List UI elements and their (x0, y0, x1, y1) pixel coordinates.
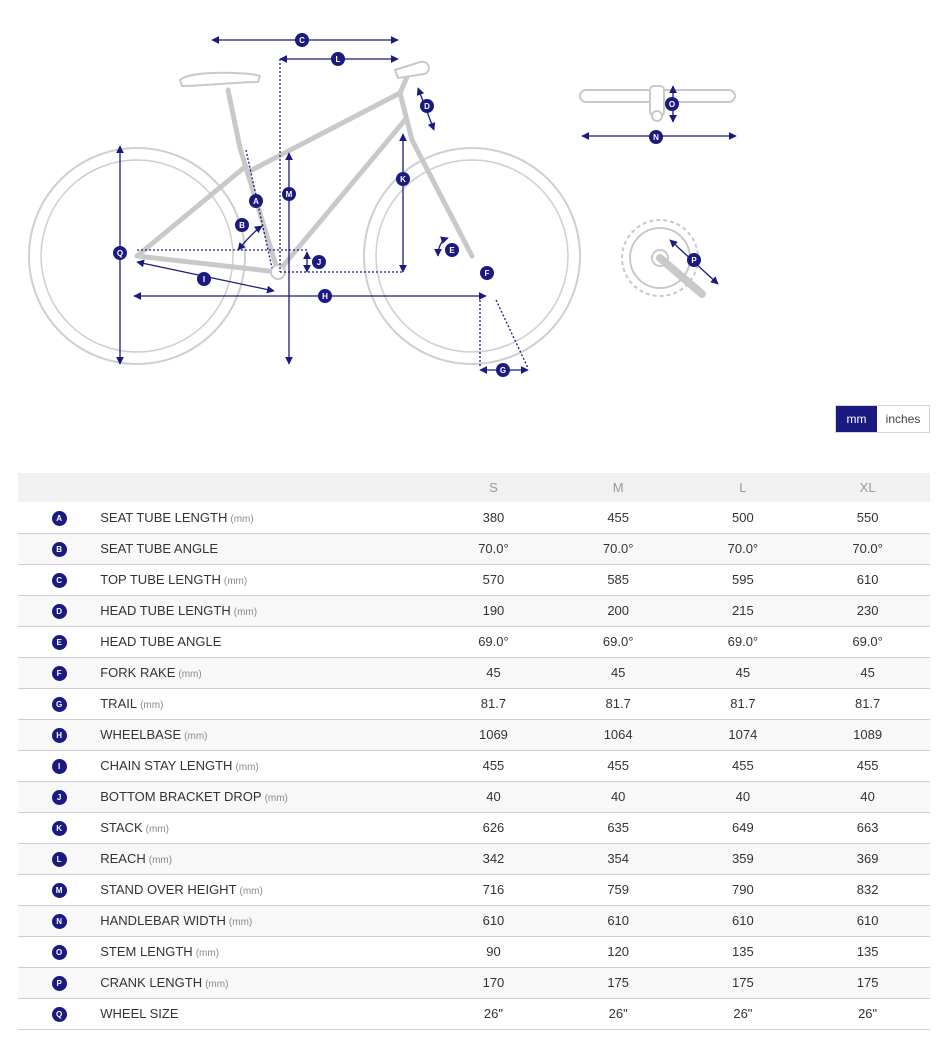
dimension-letter-badge: E (52, 635, 67, 650)
dimension-letter-badge: M (52, 883, 67, 898)
table-row (18, 874, 930, 905)
dim-badge-c (295, 33, 309, 47)
bike-geometry-diagram (0, 0, 948, 400)
svg-text:N: N (653, 133, 659, 142)
measurement-name-cell (100, 967, 431, 998)
size-value-cell: 170 (482, 975, 505, 990)
measurement-name: CHAIN STAY LENGTH (100, 758, 233, 773)
dim-badge-h (318, 289, 332, 303)
size-value-cell: 550 (856, 509, 879, 525)
measurement-name-cell (100, 502, 431, 533)
svg-text:E: E (449, 246, 455, 255)
row-letter-cell (18, 905, 100, 936)
measurement-name: SEAT TUBE ANGLE (100, 541, 219, 556)
size-value-cell: 26" (608, 1006, 628, 1021)
size-value-cell: 716 (482, 882, 505, 897)
measurement-name: HEAD TUBE LENGTH (100, 603, 231, 618)
svg-text:D: D (424, 102, 430, 111)
size-header-m: M (612, 480, 624, 495)
measurement-name: STACK (100, 820, 143, 835)
dim-badge-g (496, 363, 510, 377)
size-value-cell: 1069 (478, 727, 508, 742)
unit-inches-button[interactable]: inches (877, 406, 929, 432)
svg-text:G: G (499, 366, 507, 375)
row-letter-cell (18, 502, 100, 533)
size-value-cell: 610 (482, 913, 505, 928)
measurement-unit: (mm) (195, 948, 220, 959)
size-header-s: S (489, 480, 498, 495)
measurement-unit: (mm) (184, 731, 208, 742)
dim-badge-f (480, 266, 494, 280)
dimension-letter-badge: G (52, 697, 67, 712)
table-row (18, 564, 930, 595)
size-value-cell: 40 (610, 789, 626, 804)
table-row (18, 533, 930, 564)
table-row (18, 626, 930, 657)
measurement-name: HANDLEBAR WIDTH (100, 913, 226, 928)
size-value-cell: 626 (482, 820, 505, 835)
measurement-unit: (mm) (178, 669, 202, 680)
dim-badge-p (687, 253, 701, 267)
dimension-letter-badge: A (52, 511, 67, 526)
table-row (18, 719, 930, 750)
size-value-cell: 40 (735, 789, 751, 804)
size-value-cell: 190 (482, 603, 505, 618)
svg-text:L: L (335, 55, 341, 64)
dimension-letter-badge: L (52, 852, 67, 867)
size-value-cell: 610 (607, 913, 630, 928)
measurement-name: CRANK LENGTH (100, 975, 203, 990)
measurement-unit: (mm) (140, 700, 164, 711)
size-value-cell: 45 (860, 665, 875, 680)
size-value-cell: 70.0° (727, 541, 759, 556)
measurement-unit: (mm) (239, 886, 263, 897)
size-value-cell: 70.0° (478, 541, 509, 556)
table-row (18, 595, 930, 626)
table-row (18, 905, 930, 936)
row-letter-cell (18, 564, 100, 595)
measurement-unit: (mm) (148, 855, 173, 866)
row-letter-cell (18, 936, 100, 967)
table-row (18, 936, 930, 967)
measurement-unit: (mm) (235, 762, 259, 773)
dim-badge-m (282, 187, 296, 201)
row-letter-cell (18, 812, 100, 843)
size-value-cell: 649 (732, 820, 754, 835)
dimension-letter-badge: O (52, 945, 67, 960)
dimension-letter-badge: I (52, 759, 67, 774)
dim-badge-a (249, 194, 263, 208)
size-value-cell: 70.0° (852, 541, 883, 556)
size-value-cell: 120 (607, 944, 630, 959)
size-value-cell: 663 (856, 820, 879, 835)
measurement-name-cell (100, 874, 431, 905)
measurement-name: TRAIL (100, 696, 138, 711)
unit-mm-button[interactable]: mm (836, 406, 877, 432)
row-letter-cell (18, 657, 100, 688)
size-value-cell: 230 (856, 603, 879, 618)
table-row (18, 998, 930, 1029)
unit-toggle (835, 405, 930, 433)
row-letter-cell (18, 750, 100, 781)
svg-text:C: C (299, 36, 305, 45)
size-value-cell: 69.0° (602, 634, 634, 649)
row-letter-cell (18, 688, 100, 719)
dim-badge-i (197, 272, 211, 286)
svg-text:K: K (400, 175, 406, 184)
dim-line-g-ref2 (496, 300, 528, 368)
svg-text:F: F (484, 269, 490, 278)
size-value-cell: 455 (856, 758, 879, 773)
measurement-name-cell (100, 843, 431, 874)
row-letter-cell (18, 874, 100, 905)
dim-badge-l (331, 52, 345, 66)
table-row (18, 781, 930, 812)
dim-badge-q (113, 246, 127, 260)
row-letter-cell (18, 781, 100, 812)
svg-text:H: H (322, 292, 328, 301)
measurement-name-cell (100, 595, 431, 626)
dimension-letter-badge: N (52, 914, 67, 929)
measurement-unit: (mm) (145, 824, 169, 835)
measurement-name: SEAT TUBE LENGTH (100, 509, 228, 525)
table-row (18, 812, 930, 843)
size-value-cell: 70.0° (602, 541, 634, 556)
size-value-cell: 610 (856, 572, 879, 587)
size-value-cell: 342 (482, 851, 505, 866)
size-value-cell: 81.7 (730, 696, 756, 711)
size-value-cell: 1074 (728, 727, 758, 742)
header-name-column (100, 473, 431, 502)
row-letter-cell (18, 626, 100, 657)
size-value-cell: 759 (607, 882, 630, 897)
size-value-cell: 369 (856, 851, 879, 866)
measurement-name-cell (100, 750, 431, 781)
bike-frame (137, 70, 472, 272)
size-value-cell: 354 (607, 851, 630, 866)
size-value-cell: 40 (486, 789, 501, 804)
size-value-cell: 135 (856, 944, 879, 959)
dimension-letter-badge: D (52, 604, 67, 619)
dimension-letter-badge: Q (52, 1007, 67, 1022)
measurement-name-cell (100, 936, 431, 967)
size-value-cell: 455 (482, 758, 505, 773)
size-value-cell: 455 (607, 758, 630, 773)
table-row (18, 688, 930, 719)
table-row (18, 843, 930, 874)
size-value-cell: 790 (732, 882, 754, 897)
size-value-cell: 595 (732, 572, 754, 587)
dimension-letter-badge: P (52, 976, 67, 991)
measurement-name: BOTTOM BRACKET DROP (100, 789, 262, 804)
dimension-letter-badge: H (52, 728, 67, 743)
size-value-cell: 500 (732, 509, 754, 525)
svg-text:Q: Q (116, 249, 124, 258)
measurement-name-cell (100, 781, 431, 812)
svg-text:M: M (285, 190, 293, 199)
row-letter-cell (18, 533, 100, 564)
dimension-letter-badge: K (52, 821, 67, 836)
dim-badge-b (235, 218, 249, 232)
measurement-name: FORK RAKE (100, 665, 176, 680)
measurement-name-cell (100, 998, 431, 1029)
size-header-xl: XL (859, 480, 876, 495)
dim-badge-n (649, 130, 663, 144)
size-value-cell: 69.0° (478, 634, 509, 649)
dim-badge-j (312, 255, 326, 269)
table-row (18, 657, 930, 688)
svg-text:J: J (316, 258, 322, 267)
geometry-table (18, 473, 930, 1030)
measurement-name-cell (100, 533, 431, 564)
dimension-letter-badge: J (52, 790, 67, 805)
size-header-l: L (739, 480, 747, 495)
measurement-name-cell (100, 719, 431, 750)
dim-badge-e (445, 243, 459, 257)
size-value-cell: 26" (733, 1006, 753, 1021)
size-value-cell: 40 (860, 789, 875, 804)
size-value-cell: 90 (486, 944, 501, 959)
size-value-cell: 45 (486, 665, 501, 680)
size-value-cell: 610 (856, 913, 879, 928)
measurement-unit: (mm) (223, 576, 248, 587)
size-value-cell: 832 (856, 882, 879, 897)
measurement-name: WHEELBASE (100, 727, 182, 742)
measurement-name: WHEEL SIZE (100, 1006, 179, 1021)
saddle (180, 73, 260, 86)
size-value-cell: 585 (607, 572, 630, 587)
size-value-cell: 69.0° (727, 634, 759, 649)
measurement-name-cell (100, 626, 431, 657)
size-value-cell: 45 (735, 665, 751, 680)
table-row (18, 750, 930, 781)
measurement-unit: (mm) (233, 607, 258, 618)
size-value-cell: 26" (858, 1006, 878, 1021)
table-header-row (18, 473, 930, 502)
measurement-unit: (mm) (264, 793, 288, 804)
svg-text:B: B (239, 221, 245, 230)
size-value-cell: 81.7 (854, 696, 881, 711)
dim-badge-d (420, 99, 434, 113)
measurement-unit: (mm) (230, 513, 254, 525)
measurement-name-cell (100, 688, 431, 719)
size-value-cell: 570 (482, 572, 505, 587)
dimension-letter-badge: C (52, 573, 67, 588)
size-value-cell: 380 (482, 509, 505, 525)
row-letter-cell (18, 595, 100, 626)
dimension-letter-badge: F (52, 666, 67, 681)
size-value-cell: 1064 (603, 727, 633, 742)
size-value-cell: 175 (732, 975, 754, 990)
svg-text:P: P (691, 256, 697, 265)
size-value-cell: 200 (607, 603, 630, 618)
row-letter-cell (18, 998, 100, 1029)
size-value-cell: 455 (732, 758, 754, 773)
size-value-cell: 1089 (853, 727, 883, 742)
size-value-cell: 45 (610, 665, 626, 680)
size-value-cell: 215 (732, 603, 754, 618)
row-letter-cell (18, 967, 100, 998)
measurement-name: STAND OVER HEIGHT (100, 882, 237, 897)
size-value-cell: 359 (732, 851, 754, 866)
measurement-name-cell (100, 905, 431, 936)
table-row (18, 502, 930, 533)
crank-spindle (271, 265, 285, 279)
size-value-cell: 135 (732, 944, 754, 959)
measurement-name: HEAD TUBE ANGLE (100, 634, 222, 649)
measurement-name-cell (100, 564, 431, 595)
svg-text:A: A (253, 197, 259, 206)
size-value-cell: 635 (607, 820, 630, 835)
measurement-name: TOP TUBE LENGTH (100, 572, 221, 587)
row-letter-cell (18, 719, 100, 750)
size-value-cell: 455 (607, 509, 630, 525)
size-value-cell: 69.0° (852, 634, 883, 649)
dim-badge-k (396, 172, 410, 186)
table-row (18, 967, 930, 998)
measurement-name-cell (100, 657, 431, 688)
size-value-cell: 175 (856, 975, 879, 990)
size-value-cell: 610 (732, 913, 754, 928)
dimension-letter-badge: B (52, 542, 67, 557)
measurement-name: STEM LENGTH (100, 944, 193, 959)
measurement-unit: (mm) (205, 979, 229, 990)
measurement-name: REACH (100, 851, 146, 866)
geometry-table-body (18, 502, 930, 1029)
svg-text:I: I (202, 275, 206, 284)
measurement-name-cell (100, 812, 431, 843)
handlebar-top-view (580, 86, 735, 121)
dim-badge-o (665, 97, 679, 111)
stem-handlebar (395, 62, 429, 78)
size-value-cell: 175 (607, 975, 630, 990)
size-value-cell: 26" (483, 1006, 503, 1021)
row-letter-cell (18, 843, 100, 874)
svg-text:O: O (668, 100, 676, 109)
measurement-unit: (mm) (228, 917, 253, 928)
header-letter-column (18, 473, 100, 502)
size-value-cell: 81.7 (480, 696, 507, 711)
size-value-cell: 81.7 (605, 696, 631, 711)
